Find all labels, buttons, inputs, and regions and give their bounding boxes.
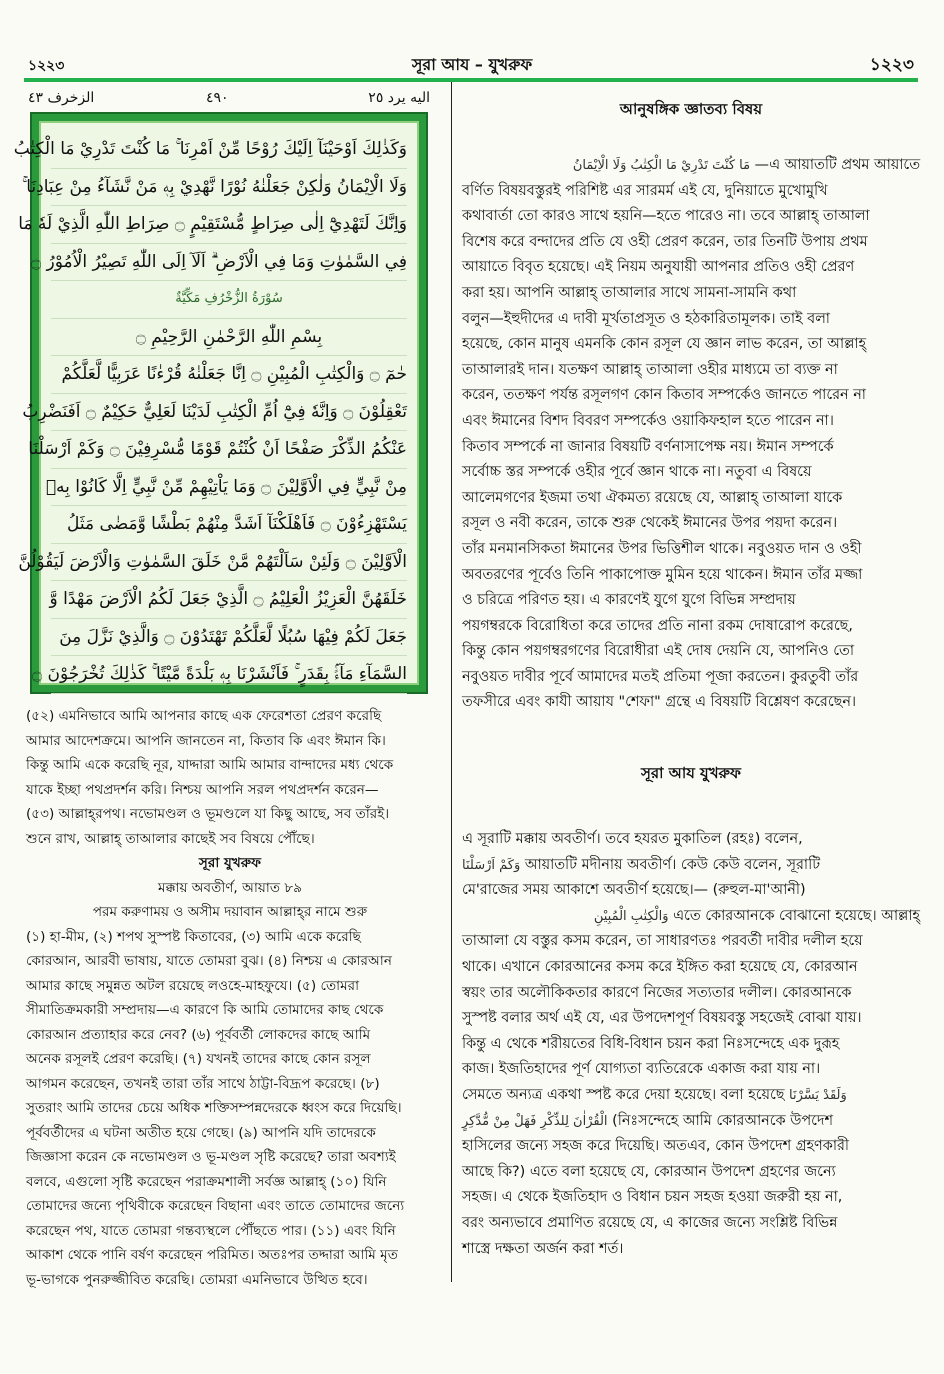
quran-text-frame: [13, 112, 428, 694]
quran-line: فِي السَّمٰوٰتِ وَمَا فِي الْاَرْضِ ۗ اَلَآ اِلَى اللّٰهِ تَصِيْرُ الْاُمُوْرُ ۝: [51, 244, 407, 282]
running-title: সূরা আয – যুখরুফ: [411, 55, 533, 74]
translation-line: জিজ্ঞাসা করেন কে নভোমণ্ডল ও ভূ-মণ্ডল সৃষ্টি করেছে? তারা অবশ্যই: [26, 1149, 396, 1165]
commentary-paragraph-2: [462, 827, 920, 1262]
translation-line: (১) হা-মীম, (২) শপথ সুস্পষ্ট কিতাবের, (৩) আমি একে করেছি: [26, 928, 361, 945]
translation-line: কোরআন প্রত্যাহার করে নেব? (৬) পূর্ববর্তী লোকদের কাছে আমি: [26, 1026, 371, 1043]
commentary-line: বর্ণিত বিষয়বস্তুরই পরিশিষ্ট এর সারমর্ম এই যে, দুনিয়াতে মুখোমুখি: [462, 182, 828, 199]
quran-surah-marker: الزخرف ٤٣: [28, 90, 95, 106]
commentary-line: আয়াতে বিবৃত হয়েছে। এই নিয়ম অনুযায়ী আপনার প্রতিও ওহী প্রেরণ: [462, 259, 855, 276]
translation-line: (৫৩) আল্লাহ্‌রপথ। নভোমণ্ডল ও ভূমণ্ডলে যা কিছু আছে, সব তাঁরই।: [26, 806, 390, 822]
translation-line: শুনে রাখ, আল্লাহ্‌ তাআলার কাছেই সব বিষয়ে পৌঁছে।: [26, 830, 315, 847]
translation-line: কোরআন, আরবী ভাষায়, যাতে তোমরা বুঝ। (৪) নিশ্চয় এ কোরআন: [26, 953, 393, 969]
translation-line: ভূ-ভাগকে পুনরুজ্জীবিত করেছি। তোমরা এমনিভাবে উত্থিত হবে।: [26, 1271, 368, 1288]
commentary-line: কাজ। ইজতিহাদের পূর্ণ যোগ্যতা ব্যতিরেকে একাজ করা যায় না।: [462, 1061, 821, 1078]
quran-line: تَعْقِلُوْنَ ۝ وَاِنَّهٗ فِيْٓ اُمِّ الْكِتٰبِ لَدَيْنَا لَعَلِيٌّ حَكِيْمٌ ۝ اَفَنَضْرِبُ: [51, 394, 407, 432]
surah-bismillah: পরম করুণাময় ও অসীম দয়াবান আল্লাহ্‌র নামে শুরু: [92, 904, 368, 920]
commentary-paragraph-1: [462, 153, 920, 716]
translation-line: (৫২) এমনিভাবে আমি আপনার কাছে এক ফেরেশতা প্রেরণ করেছি: [26, 708, 382, 724]
quran-line: عَنْكُمُ الذِّكْرَ صَفْحًا اَنْ كُنْتُمْ قَوْمًا مُّسْرِفِيْنَ ۝ وَكَمْ اَرْسَلْنَا: [51, 431, 407, 469]
quran-page-header: [26, 90, 434, 112]
translation-line: কিন্তু আমি একে করেছি নূর, যাদ্দারা আমি আমার বান্দাদের মধ্য থেকে: [26, 757, 394, 773]
header-rule: [24, 78, 918, 82]
commentary-line: করা হয়। আপনি আল্লাহ্‌ তাআলার সাথে সামনা-সামনি কথা: [462, 284, 797, 301]
translation-line: অনেক রসূলই প্রেরণ করেছি। (৭) যখনই তাদের কাছে কোন রসূল: [26, 1051, 371, 1067]
quran-line: السَّمَآءِ مَآءًۢ بِقَدَرٍ ۚ فَاَنْشَرْنَا بِهٖ بَلْدَةً مَّيْتًا ۚ كَذٰلِكَ تُخْرَجُوْنَ ۝: [51, 656, 407, 694]
left-column: [13, 90, 434, 1292]
arabic-reference: وَالْكِتٰبِ الْمُبِيْنِ: [593, 908, 669, 924]
quran-juz-marker: اليه يرد ٢٥: [368, 90, 430, 106]
translation-line: আগমন করেছেন, তখনই তারা তাঁর সাথে ঠাট্টা-বিদ্রূপ করেছে। (৮): [26, 1075, 380, 1092]
translation-block-1: [26, 704, 434, 851]
commentary-line: বিশেষ করে বন্দাদের প্রতি যে ওহী প্রেরণ করেন, তার তিনটি উপায় প্রথম: [462, 233, 868, 250]
column-divider: [451, 82, 452, 1282]
translation-block-2: [26, 925, 434, 1293]
right-page-number: ১২২৩: [869, 55, 914, 75]
commentary-line: সহজ। এ থেকে ইজতিহাদ ও বিধান চয়ন সহজ হওয়া জরুরী হয় না,: [462, 1189, 843, 1206]
translation-line: করেছেন পথ, যাতে তোমরা গন্তব্যস্থলে পৌঁছতে পার। (১১) এবং যিনি: [26, 1222, 396, 1239]
commentary-line: তফসীরে এবং কাযী আয়ায "শেফা" গ্রন্থে এ বিষয়টি বিশ্লেষণ করেছেন।: [462, 694, 857, 711]
quran-line: خَلَقَهُنَّ الْعَزِيْزُ الْعَلِيْمُ ۝ الَّذِيْ جَعَلَ لَكُمُ الْاَرْضَ مَهْدًا وَّ: [51, 581, 407, 619]
page-header: [24, 52, 920, 78]
commentary-line: এবং ঈমানের বিশদ বিবরণ সম্পর্কেও ওয়াকিফহাল হতে পারেন না।: [462, 412, 834, 429]
surah-title: সূরা যুখরুফ: [198, 855, 262, 871]
commentary-line: কিতাব সম্পর্কে না জানার বিষয়টি বর্ণনাসাপেক্ষ নয়। ঈমান সম্পর্কে: [462, 438, 834, 455]
section-title-surah: সূরা আয যুখরুফ: [640, 764, 742, 783]
commentary-line: অবতরণের পূর্বেও তিনি পাকাপোক্ত মুমিন হয়ে থাকেন। ঈমান তাঁর মজ্জা: [462, 566, 863, 583]
commentary-line: সুস্পষ্ট বলার অর্থ এই যে, এর উপদেশপূর্ণ বিষয়বস্তু সহজেই বোঝা যায়।: [462, 1010, 862, 1027]
translation-line: তোমাদের জন্যে পৃথিবীকে করেছেন বিছানা এবং তাতে তোমাদের জন্যে: [26, 1198, 405, 1214]
commentary-line: আলেমগণের ইজমা তথা ঐকমত্য রয়েছে যে, আল্লাহ্‌ তাআলা যাকে: [462, 489, 843, 506]
commentary-line: (নিঃসন্দেহে আমি কোরআনকে উপদেশ: [612, 1112, 833, 1129]
arabic-reference: مَا كُنْتَ تَدْرِيْ مَا الْكِتٰبُ وَلَا الْاِيْمَانُ: [572, 158, 751, 173]
commentary-line: তাআলারই দান। যতক্ষণ আল্লাহ্‌ তাআলা ওহীর মাধ্যমে তা ব্যক্ত না: [462, 361, 838, 378]
surah-subtitle: মক্কায় অবতীর্ণ, আয়াত ৮৯: [157, 879, 303, 896]
quran-line: مِنْ نَّبِيٍّ فِي الْاَوَّلِيْنَ ۝ وَمَا يَاْتِيْهِمْ مِّنْ نَّبِيٍّ اِلَّا كَانُوْا بِهٖ: [51, 469, 407, 507]
commentary-line: সর্বোচ্চ স্তর সম্পর্কে ওহীর পূর্বে জ্ঞান থাকে না। নতুবা এ বিষয়ে: [462, 464, 812, 481]
arabic-reference: الْقُرْاٰنَ لِلذِّكْرِ فَهَلْ مِنْ مُّدَّكِرٍ: [462, 1113, 608, 1129]
quran-line: جَعَلَ لَكُمْ فِيْهَا سُبُلًا لَّعَلَّكُمْ تَهْتَدُوْنَ ۝ وَالَّذِيْ نَزَّلَ مِنَ: [51, 619, 407, 657]
commentary-line: কথাবার্তা তো কারও সাথে হয়নি—হতে পারেও না। তবে আল্লাহ্‌ তাআলা: [462, 208, 870, 225]
quran-page-number: ٤٩٠: [206, 90, 229, 106]
commentary-line: হয়েছে, কোন মানুষ এমনকি কোন রসূল যে জ্ঞান লাভ করেন, তা আল্লাহ্‌: [462, 336, 867, 353]
quran-line: يَسْتَهْزِءُوْنَ ۝ فَاَهْلَكْنَآ اَشَدَّ مِنْهُمْ بَطْشًا وَّمَضٰى مَثَلُ: [51, 506, 407, 544]
arabic-reference: وَلَقَدْ يَسَّرْنَا: [789, 1088, 847, 1103]
quran-bismillah: بِسْمِ اللّٰهِ الرَّحْمٰنِ الرَّحِيْمِ ۝: [51, 319, 407, 357]
quran-line: وَاِنَّكَ لَتَهْدِيْٓ اِلٰى صِرَاطٍ مُّسْتَقِيْمٍ ۝ صِرَاطِ اللّٰهِ الَّذِيْ لَهٗ مَا: [51, 206, 407, 244]
quran-text-panel: [13, 121, 419, 685]
quran-line: الْاَوَّلِيْنَ ۝ وَلَئِنْ سَاَلْتَهُمْ مَّنْ خَلَقَ السَّمٰوٰتِ وَالْاَرْضَ لَيَقُوْلُنَّ: [51, 544, 407, 582]
commentary-line: তাঁর মনমানসিকতা ঈমানের উপর ভিত্তিশীল থাকে। নবুওয়ত দান ও ওহী: [462, 540, 862, 557]
commentary-line: এতে কোরআনকে বোঝানো হয়েছে। আল্লাহ্‌: [673, 907, 920, 924]
commentary-line: মে'রাজের সময় আকাশে অবতীর্ণ হয়েছে।— (রুহুল-মা'আনী): [462, 882, 806, 899]
quran-line: وَلَا الْاِيْمَانُ وَلٰكِنْ جَعَلْنٰهُ نُوْرًا نَّهْدِيْ بِهٖ مَنْ نَّشَآءُ مِنْ عِبَادِنَا ۚ: [51, 169, 407, 207]
translation-line: আমার কাছে সমুন্নত অটল রয়েছে লওহে-মাহফুযে। (৫) তোমরা: [26, 977, 360, 994]
commentary-line: বলুন—ইহুদীদের এ দাবী মূর্খতাপ্রসূত ও হঠকারিতামূলক। তাই বলা: [462, 310, 830, 327]
arabic-reference: وَكَمْ اَرْسَلْنَا: [462, 857, 521, 873]
commentary-line: —এ আয়াতটি প্রথম আয়াতে: [754, 157, 920, 173]
left-page-number: ১২২৩: [28, 58, 65, 74]
commentary-line: রসূল ও নবী করেন, তাকে শুরু থেকেই ঈমানের উপর পয়দা করেন।: [462, 515, 838, 532]
translation-line: আকাশ থেকে পানি বর্ষণ করেছেন পরিমিত। অতঃপর তদ্দারা আমি মৃত: [26, 1247, 398, 1263]
translation-line: সুতরাং আমি তাদের চেয়ে অধিক শক্তিসম্পন্নদেরকে ধ্বংস করে দিয়েছি।: [26, 1100, 402, 1116]
commentary-line: কিন্তু এ থেকে শরীয়তের বিধি-বিধান চয়ন করা নিঃসন্দেহে এক দুরূহ: [462, 1035, 840, 1052]
commentary-line: বরং অন্যভাবে প্রমাণিত রয়েছে যে, এ কাজের জন্যে সংশ্লিষ্ট বিভিন্ন: [462, 1214, 838, 1231]
commentary-line: শাস্ত্রে দক্ষতা অর্জন করা শর্ত।: [462, 1240, 624, 1257]
commentary-line: করেন, ততক্ষণ পর্যন্ত রসূলগণ কোন কিতাব সম্পর্কেও জানতে পারেন না: [462, 387, 866, 404]
translation-line: আমার আদেশক্রমে। আপনি জানতেন না, কিতাব কি এবং ঈমান কি।: [26, 732, 386, 749]
quran-line: وَكَذٰلِكَ اَوْحَيْنَآ اِلَيْكَ رُوْحًا مِّنْ اَمْرِنَا ۚ مَا كُنْتَ تَدْرِيْ مَا الْكِتٰبُ: [51, 131, 407, 169]
commentary-line: কিন্তু কোন পয়গম্বরগণের বিরোধীরা এই দোষ দেয়নি যে, আপনিও তো: [462, 643, 854, 660]
commentary-line: নবুওয়ত দাবীর পূর্বে আমাদের মতই প্রতিমা পূজা করতেন। কুরতুবী তাঁর: [462, 668, 859, 685]
commentary-line: সেমতে অন্যত্র একথা স্পষ্ট করে দেয়া হয়েছে। বলা হয়েছে: [462, 1087, 785, 1103]
commentary-line: ও চরিত্রে পরিণত হয়। এ কারণেই যুগে যুগে বিভিন্ন সম্প্রদায়: [462, 592, 796, 609]
quran-surah-title: سُوْرَةُ الزُّخْرُفِ مَكِّيَّةٌ: [51, 281, 407, 319]
quran-line: حٰمٓ ۝ وَالْكِتٰبِ الْمُبِيْنِ ۝ اِنَّا جَعَلْنٰهُ قُرْءٰنًا عَرَبِيًّا لَّعَلَّكُمْ: [51, 356, 407, 394]
commentary-line: আয়াতটি মদীনায় অবতীর্ণ। কেউ কেউ বলেন, সূরাটি: [524, 856, 821, 873]
surah-intro-block: [26, 851, 434, 925]
right-column: [462, 94, 920, 1262]
commentary-line: আছে কি?) এতে বলা হয়েছে যে, কোরআন উপদেশ গ্রহণের জন্যে: [462, 1163, 836, 1180]
commentary-line: পয়গম্বরকে বিরোধিতা করে তাদের প্রতি নানা রকম দোষারোপ করেছে,: [462, 617, 853, 634]
commentary-line: থাকে। এখানে কোরআনের কসম করে ইঙ্গিত করা হয়েছে যে, কোরআন: [462, 959, 858, 976]
translation-line: সীমাতিক্রমকারী সম্প্রদায়—এ কারণে কি আমি তোমাদের কাছ থেকে: [26, 1002, 384, 1018]
commentary-line: হাসিলের জন্যে সহজ করে দিয়েছি। অতএব, কোন উপদেশ গ্রহণকারী: [462, 1138, 850, 1155]
commentary-line: স্বয়ং তার অলৌকিকতার কারণে নিজের সত্যতার দলীল। কোরআনকে: [462, 984, 852, 1001]
translation-line: যাকে ইচ্ছা পথপ্রদর্শন করি। নিশ্চয় আপনি সরল পথপ্রদর্শন করেন—: [26, 781, 379, 798]
translation-line: বলবে, এগুলো সৃষ্টি করেছেন পরাক্রমশালী সর্বজ্ঞ আল্লাহ্‌ (১০) যিনি: [26, 1173, 387, 1190]
translation-line: পূর্ববর্তীদের এ ঘটনা অতীত হয়ে গেছে। (৯) আপনি যদি তাদেরকে: [26, 1124, 376, 1141]
commentary-line: তাআলা যে বস্তুর কসম করেন, তা সাধারণতঃ পরবর্তী দাবীর দলীল হয়ে: [462, 933, 863, 950]
commentary-line: এ সূরাটি মক্কায় অবতীর্ণ। তবে হযরত মুকাতিল (রহঃ) বলেন,: [462, 831, 803, 848]
commentary-title: আনুষঙ্গিক জ্ঞাতব্য বিষয়: [619, 100, 763, 118]
